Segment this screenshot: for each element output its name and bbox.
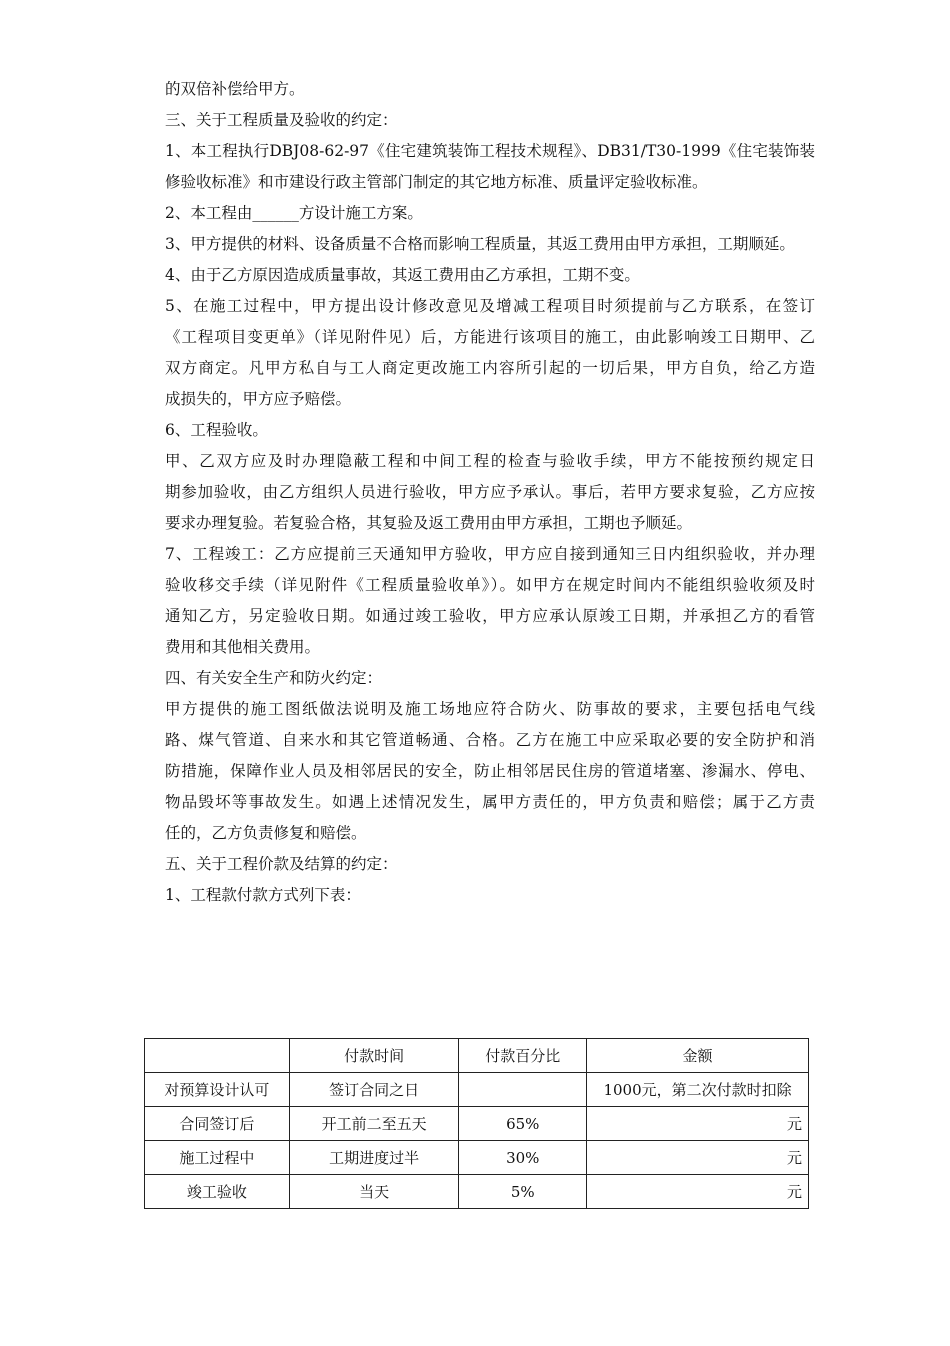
- text-line: 双方商定。凡甲方私自与工人商定更改施工内容所引起的一切后果，甲方自负，给乙方造: [165, 359, 815, 377]
- table-cell: 元: [587, 1175, 809, 1209]
- table-cell: 工期进度过半: [289, 1141, 459, 1175]
- contract-body-text: [165, 74, 815, 911]
- text-line: 2、本工程由______方设计施工方案。: [165, 204, 423, 222]
- table-cell: [459, 1073, 587, 1107]
- text-line: 修验收标准》和市建设行政主管部门制定的其它地方标准、质量评定验收标准。: [165, 173, 708, 191]
- text-line: 物品毁坏等事故发生。如遇上述情况发生，属甲方责任的，甲方负责和赔偿；属于乙方责: [165, 793, 815, 811]
- payment-schedule-table: [144, 1038, 809, 1209]
- text-line: 防措施，保障作业人员及相邻居民的安全，防止相邻居民住房的管道堵塞、渗漏水、停电、: [165, 762, 815, 780]
- text-line: 4、由于乙方原因造成质量事故，其返工费用由乙方承担，工期不变。: [165, 266, 640, 284]
- table-header-row: [145, 1039, 809, 1073]
- text-line: 7、工程竣工：乙方应提前三天通知甲方验收，甲方应自接到通知三日内组织验收，并办理: [165, 545, 815, 563]
- text-line: 验收移交手续（详见附件《工程质量验收单》）。如甲方在规定时间内不能组织验收须及时: [165, 576, 815, 594]
- table-cell: 签订合同之日: [289, 1073, 459, 1107]
- table-cell: 65%: [459, 1107, 587, 1141]
- table-header-cell: 付款时间: [289, 1039, 459, 1073]
- table-row: [145, 1073, 809, 1107]
- table-cell: 开工前二至五天: [289, 1107, 459, 1141]
- text-line: 的双倍补偿给甲方。: [165, 80, 305, 98]
- text-line: 5、在施工过程中，甲方提出设计修改意见及增减工程项目时须提前与乙方联系，在签订: [165, 297, 815, 315]
- table-cell: 元: [587, 1107, 809, 1141]
- table-cell: 1000元，第二次付款时扣除: [587, 1073, 809, 1107]
- text-line: 任的，乙方负责修复和赔偿。: [165, 824, 367, 842]
- text-line: 《工程项目变更单》（详见附件见）后，方能进行该项目的施工，由此影响竣工日期甲、乙: [165, 328, 815, 346]
- text-line: 3、甲方提供的材料、设备质量不合格而影响工程质量，其返工费用由甲方承担，工期顺延。: [165, 235, 795, 253]
- section-heading-quality: 三、关于工程质量及验收的约定：: [165, 111, 398, 129]
- text-line: 成损失的，甲方应予赔偿。: [165, 390, 352, 408]
- text-line: 1、工程款付款方式列下表：: [165, 886, 361, 904]
- text-line: 6、工程验收。: [165, 421, 268, 439]
- table-cell: 5%: [459, 1175, 587, 1209]
- table-cell: 当天: [289, 1175, 459, 1209]
- table-cell: 30%: [459, 1141, 587, 1175]
- text-line: 期参加验收，由乙方组织人员进行验收，甲方应予承认。事后，若甲方要求复验，乙方应按: [165, 483, 815, 501]
- table-cell: 施工过程中: [145, 1141, 290, 1175]
- table-cell: 竣工验收: [145, 1175, 290, 1209]
- table-row: [145, 1107, 809, 1141]
- text-line: 费用和其他相关费用。: [165, 638, 321, 656]
- table-cell: 对预算设计认可: [145, 1073, 290, 1107]
- section-heading-payment: 五、关于工程价款及结算的约定：: [165, 855, 398, 873]
- text-line: 1、本工程执行DBJ08-62-97《住宅建筑装饰工程技术规程》、DB31/T30-1999《住宅装饰装: [165, 142, 815, 160]
- text-line: 要求办理复验。若复验合格，其复验及返工费用由甲方承担，工期也予顺延。: [165, 514, 693, 532]
- text-line: 甲方提供的施工图纸做法说明及施工场地应符合防火、防事故的要求，主要包括电气线: [165, 700, 815, 718]
- table-header-cell: 付款百分比: [459, 1039, 587, 1073]
- section-heading-safety: 四、有关安全生产和防火约定：: [165, 669, 383, 687]
- table-cell: 元: [587, 1141, 809, 1175]
- text-line: 通知乙方，另定验收日期。如通过竣工验收，甲方应承认原竣工日期，并承担乙方的看管: [165, 607, 815, 625]
- text-line: 甲、乙双方应及时办理隐蔽工程和中间工程的检查与验收手续，甲方不能按预约规定日: [165, 452, 815, 470]
- table-cell: 合同签订后: [145, 1107, 290, 1141]
- table-header-cell: 金额: [587, 1039, 809, 1073]
- table-row: [145, 1141, 809, 1175]
- text-line: 路、煤气管道、自来水和其它管道畅通、合格。乙方在施工中应采取必要的安全防护和消: [165, 731, 815, 749]
- table-header-cell: [145, 1039, 290, 1073]
- table-row: [145, 1175, 809, 1209]
